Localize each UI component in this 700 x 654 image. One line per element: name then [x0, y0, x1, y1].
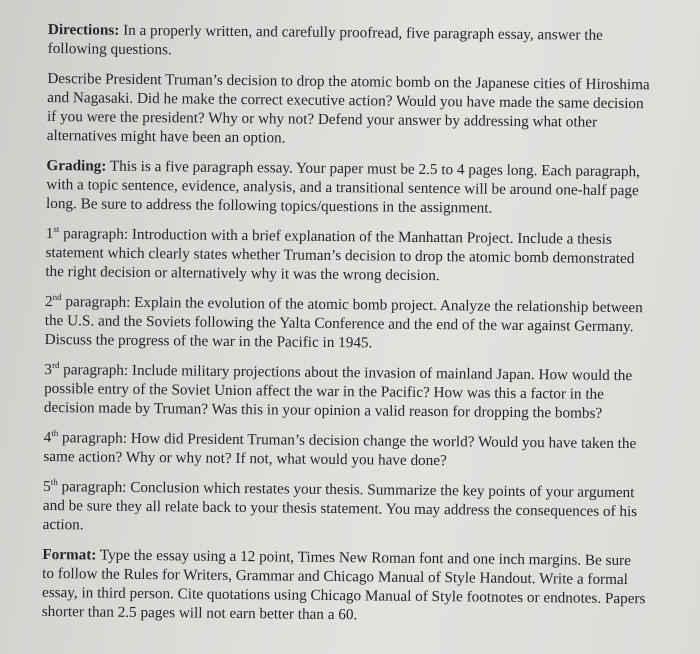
paragraph-5-instructions	[43, 477, 648, 540]
paragraph-5-text: Conclusion which restates your thesis. Summarize the key points of your argument and be sure they all relate back to your thesis statement. You may address the consequences of his action.	[42, 478, 638, 534]
paragraph-2-text: Explain the evolution of the atomic bomb project. Analyze the relationship between the U.S. and the Soviets following the Yalta Conference and the end of the war against Germany. Discuss the progress of the war in the Pacific in 1945.	[44, 293, 643, 352]
grading-paragraph	[46, 156, 651, 219]
paragraph-5-label: paragraph:	[61, 478, 127, 496]
paragraph-3-ordinal: rd	[51, 359, 60, 371]
format-label: Format:	[42, 545, 97, 564]
question-paragraph: Describe President Truman’s decision to drop the atomic bomb on the Japanese cities of Hiroshima and Nagasaki. Did he make the correct executive action? Would you have made the same decision if you were the president? Why or why not? Defend your answer by addressing what other alternatives might have been an option.	[46, 69, 650, 147]
paragraph-4-text: How did President Truman’s decision change the world? Would you have taken the same action? Why or why not? If not, what would you have done?	[43, 429, 637, 470]
paragraph-2-label: paragraph:	[65, 293, 131, 311]
grading-label: Grading:	[46, 156, 107, 175]
paragraph-3-text: Include military projections about the invasion of mainland Japan. How would the possible entry of the Soviet Union affect the war in the Pacific? How was this a factor in the decision made by Truman? Was this in your opinion a valid reason for dropping the bombs?	[43, 361, 633, 422]
assignment-text	[42, 20, 652, 638]
directions-label: Directions:	[47, 20, 120, 39]
paragraph-5-number: 5	[43, 477, 51, 496]
paragraph-2-ordinal: nd	[52, 292, 62, 303]
paragraph-2-number: 2	[44, 292, 53, 311]
paragraph-1-text: Introduction with a brief explanation of the Manhattan Project. Include a thesis statement which clearly states whether Truman’s decision to drop the atomic bomb demonstrated the right decision or alternatively why it was the wrong decision.	[45, 225, 635, 285]
paragraph-1-instructions	[45, 224, 650, 287]
paragraph-1-ordinal: st	[53, 224, 60, 235]
format-text: Type the essay using a 12 point, Times New Roman font and one inch margins. Be sure to follow the Rules for Writers, Grammar and Chicago Manual of Style Handout. Write a formal essay, in third person. Cite quotations using Chicago Manual of Style footnotes or endnotes. Papers shorter than 2.5 pages will not earn better than a 60.	[41, 546, 646, 624]
paragraph-4-instructions	[43, 428, 647, 472]
paragraph-4-label: paragraph:	[61, 429, 128, 447]
directions-paragraph	[48, 20, 652, 64]
directions-text: In a properly written, and carefully proofread, five paragraph essay, answer the following questions.	[47, 21, 603, 59]
paragraph-3-instructions	[44, 360, 649, 423]
grading-text: This is a five paragraph essay. Your paper must be 2.5 to 4 pages long. Each paragraph, with a topic sentence, evidence, analysis, and a transitional sentence will be around one-half page long. Be sure to address the following topics/questions in the assignment.	[45, 157, 641, 217]
paragraph-4-number: 4	[43, 428, 52, 447]
format-paragraph	[42, 545, 647, 627]
paragraph-3-label: paragraph:	[63, 361, 129, 379]
paragraph-4-ordinal: th	[51, 427, 59, 439]
paragraph-2-instructions	[45, 292, 650, 355]
paragraph-3-number: 3	[44, 360, 53, 379]
paragraph-1-number: 1	[45, 224, 54, 243]
paragraph-5-ordinal: th	[50, 476, 58, 488]
paragraph-1-label: paragraph:	[63, 225, 129, 243]
